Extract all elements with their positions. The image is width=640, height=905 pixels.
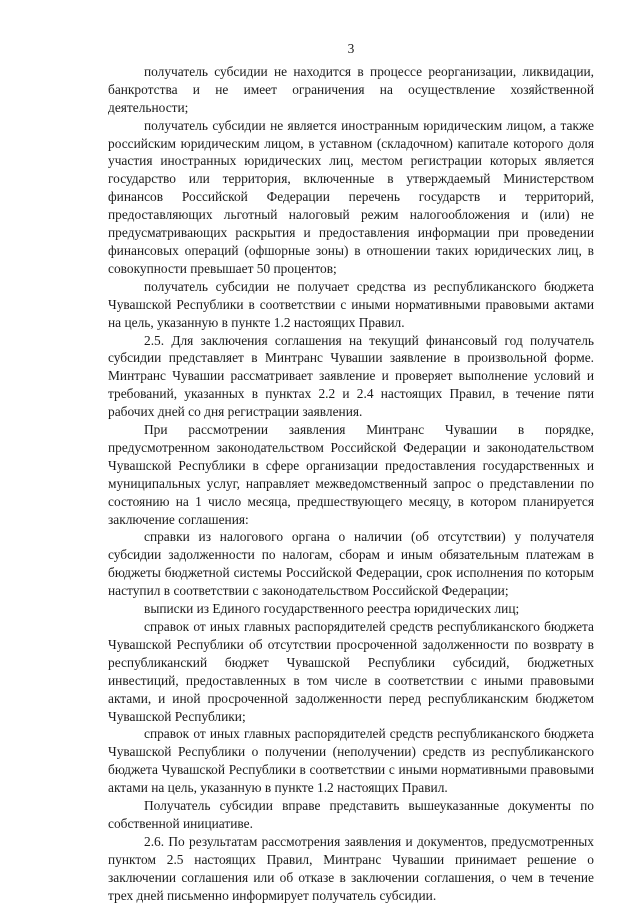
paragraph: Получатель субсидии вправе представить вышеуказанные документы по собственной инициативе. (108, 798, 594, 831)
paragraph: получатель субсидии не находится в процессе реорганизации, ликвидации, банкротства и не имеет ограничения на осуществление хозяйственной деятельности; (108, 63, 594, 115)
paragraph: получатель субсидии не является иностранным юридическим лицом, а также российским юридическим лицом, в уставном (складочном) капитале которого доля участия иностранных юридических лиц, местом регистрации которых является государство или территория, включенные в утверждаемый Министерством финансов Российской Федерации перечень государств и территорий, предоставляющих льготный налоговый режим налогообложения и (или) не предусматривающих раскрытия и предоставления информации при проведении финансовых операций (офшорные зоны) в отношении таких юридических лиц, в совокупности превышает 50 процентов; (108, 117, 594, 276)
paragraph: справок от иных главных распорядителей средств республиканского бюджета Чувашской Республики о получении (неполучении) средств из республиканского бюджета Чувашской Республики в соответствии с иными нормативными правовыми актами на цель, указанную в пункте 1.2 настоящих Правил. (108, 726, 594, 796)
paragraph: справок от иных главных распорядителей средств республиканского бюджета Чувашской Республики об отсутствии просроченной задолженности по возврату в республиканский бюджет Чувашской Республики субсидий, бюджетных инвестиций, предоставленных в том числе в соответствии с иными правовыми актами, и иной просроченной задолженности перед республиканским бюджетом Чувашской Республики; (108, 619, 594, 724)
paragraph: При рассмотрении заявления Минтранс Чувашии в порядке, предусмотренном законодательством Российской Федерации и законодательством Чувашской Республики в сфере организации предоставления государственных и муниципальных услуг, направляет межведомственный запрос о представлении по состоянию на 1 число месяца, предшествующего месяцу, в котором планируется заключение соглашения: (108, 422, 594, 527)
paragraph: 2.5. Для заключения соглашения на текущий финансовый год получатель субсидии представляет в Минтранс Чувашии заявление в произвольной форме. Минтранс Чувашии рассматривает заявление и проверяет выполнение условий и требований, указанных в пунктах 2.2 и 2.4 настоящих Правил, в течение пяти рабочих дней со дня регистрации заявления. (108, 332, 594, 420)
paragraph: справки из налогового органа о наличии (об отсутствии) у получателя субсидии задолженности по налогам, сборам и иным обязательным платежам в бюджеты бюджетной системы Российской Федерации, срок исполнения по которым наступил в соответствии с законодательством Российской Федерации; (108, 529, 594, 599)
paragraph: выписки из Единого государственного реестра юридических лиц; (144, 601, 520, 617)
page-number: 3 (347, 41, 355, 56)
paragraph: 2.6. По результатам рассмотрения заявления и документов, предусмотренных пунктом 2.5 настоящих Правил, Минтранс Чувашии принимает решение о заключении соглашения или об отказе в заключении соглашения, о чем в течение трех дней письменно информирует получатель субсидии. (108, 833, 594, 903)
paragraph: получатель субсидии не получает средства из республиканского бюджета Чувашской Республики в соответствии с иными нормативными правовыми актами на цель, указанную в пункте 1.2 настоящих Правил. (108, 278, 594, 330)
